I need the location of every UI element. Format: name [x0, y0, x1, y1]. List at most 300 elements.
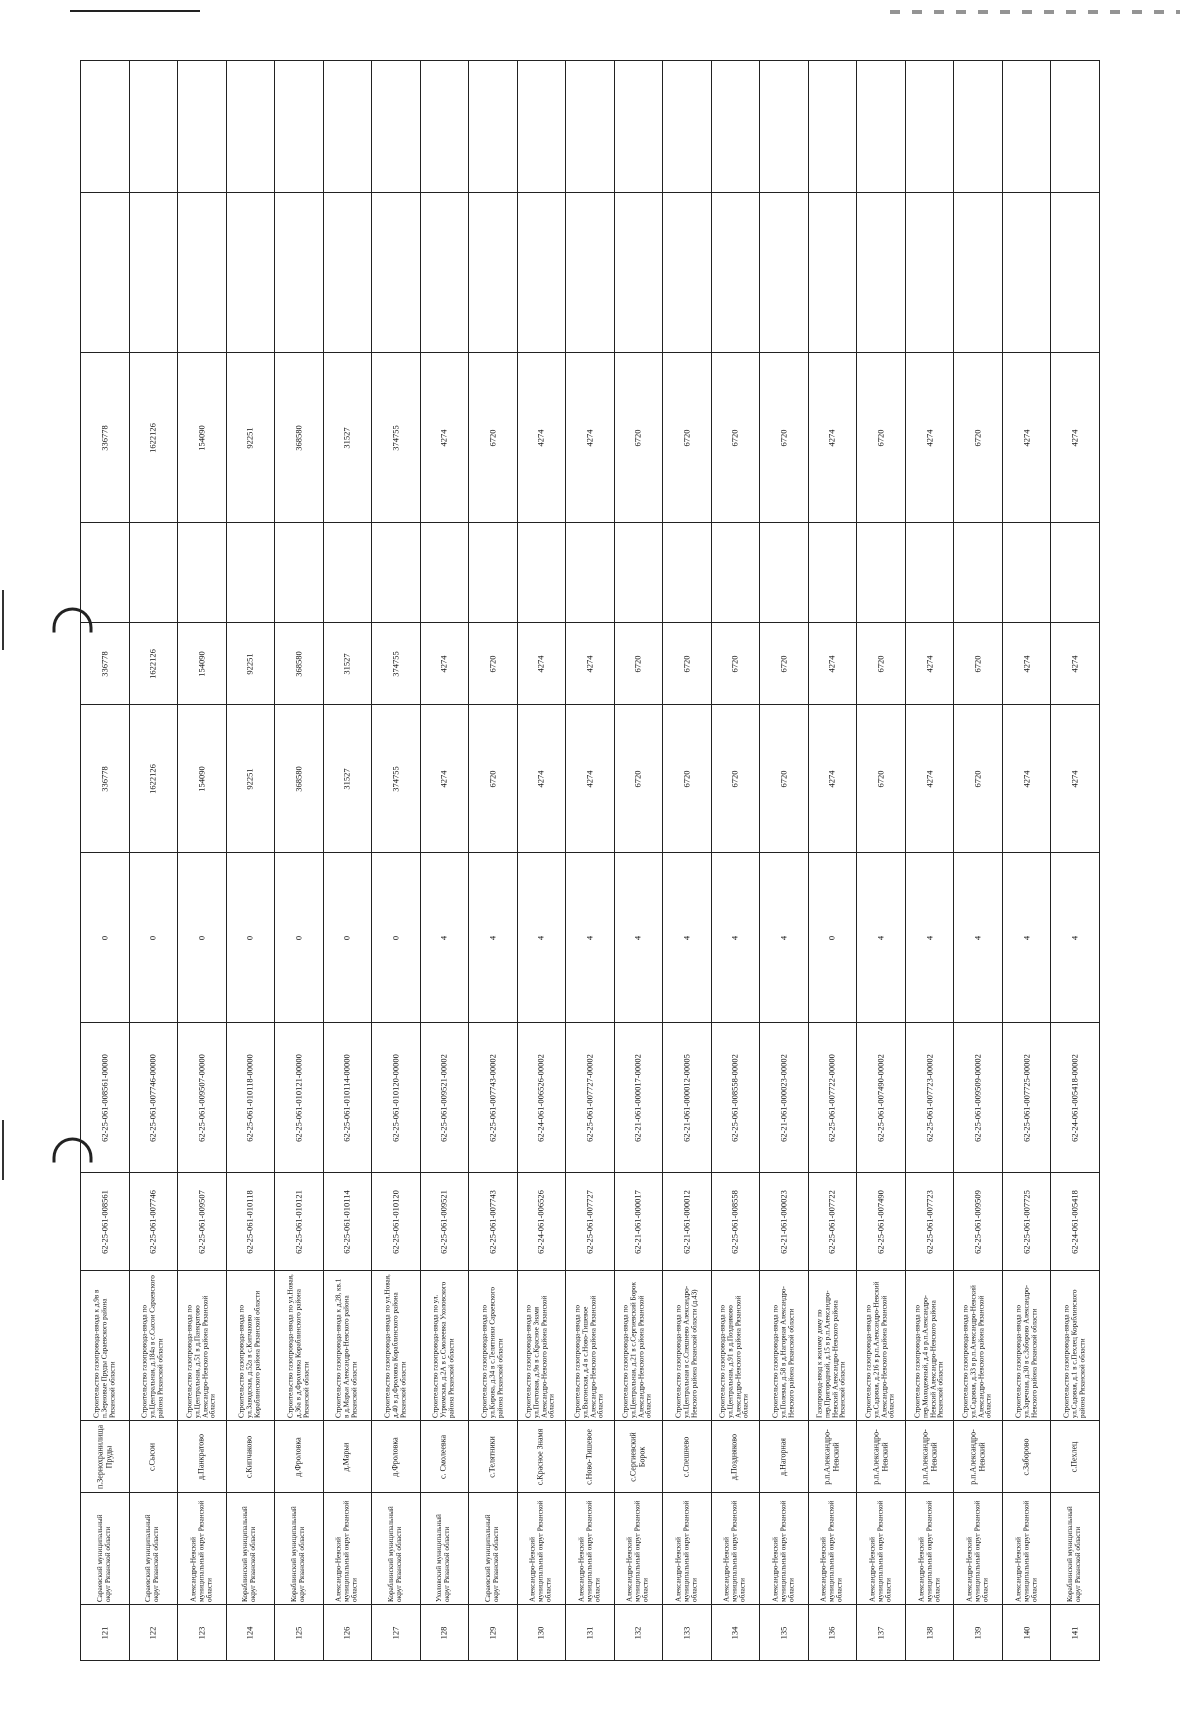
cell-full-code — [517, 1023, 566, 1173]
cell-locality — [663, 1421, 712, 1493]
description-text: Строительство газопровода-ввода по ул. Угрюмская, д.2А в с.Смолеевка Ухоловского района Рязанской области — [431, 1281, 456, 1418]
cell-value-2 — [711, 623, 760, 705]
district-text: Александро-Невский муниципальный округ Рязанской области — [916, 1500, 941, 1602]
cell-value-3 — [566, 523, 615, 623]
cell-value-2 — [226, 623, 275, 705]
cell-value-4 — [905, 353, 954, 523]
cell-description — [954, 1271, 1003, 1421]
description-text: Строительство газопровода-ввода по ул.Почтовая, д.9в в с.Красное Знамя Александро-Невского района Рязанской области — [524, 1295, 557, 1418]
cell-value-2 — [372, 623, 421, 705]
row-number-text: 129 — [487, 1626, 498, 1639]
cell-locality — [226, 1421, 275, 1493]
cell-value-2 — [808, 623, 857, 705]
cell-empty-1 — [420, 193, 469, 353]
full-code-text: 62-25-061-007725-00002 — [1020, 1053, 1031, 1142]
value-2-text: 6720 — [487, 655, 498, 672]
district-text: Александро-Невский муниципальный округ Рязанской области — [674, 1500, 698, 1602]
row-number-text: 132 — [632, 1626, 643, 1639]
value-2-text: 6720 — [729, 655, 740, 672]
district-text: Александро-Невский муниципальный округ Рязанской области — [189, 1500, 213, 1602]
value-2-text: 4274 — [584, 655, 595, 672]
full-code-text: 62-25-061-007490-00002 — [875, 1053, 886, 1142]
cell-empty-2 — [469, 61, 518, 193]
cell-code — [372, 1173, 421, 1271]
registry-table-container — [80, 60, 1100, 1660]
quantity-text: 0 — [341, 935, 352, 940]
cell-quantity — [711, 853, 760, 1023]
cell-row-number — [517, 1605, 566, 1661]
quantity-text: 4 — [681, 935, 692, 940]
cell-locality — [1002, 1421, 1051, 1493]
quantity-text: 0 — [99, 935, 110, 940]
cell-locality — [760, 1421, 809, 1493]
code-text: 62-25-061-007725 — [1020, 1189, 1031, 1254]
description-text: Строительство газопровода-ввода по пер.Молодежный, д.4 в р.п.Александро-Невский Александро-Невского района Рязанской области — [912, 1294, 945, 1418]
cell-row-number — [857, 1605, 906, 1661]
cell-empty-2 — [81, 61, 130, 193]
district-text: Александро-Невский муниципальный округ Рязанской области — [771, 1500, 795, 1602]
cell-quantity — [129, 853, 178, 1023]
cell-district — [129, 1493, 178, 1605]
cell-district — [275, 1493, 324, 1605]
locality-text: с.Спешнево — [681, 1436, 691, 1477]
cell-quantity — [517, 853, 566, 1023]
cell-full-code — [1051, 1023, 1100, 1173]
locality-text: с. Смолеевка — [439, 1434, 449, 1479]
cell-value-3 — [323, 523, 372, 623]
description-text: Строительство газопровода-ввода по ул.Кирова, д.34 в с.Телятники Сараевского района Рязанской области — [480, 1286, 504, 1418]
cell-value-4 — [663, 353, 712, 523]
cell-value-1 — [469, 705, 518, 853]
cell-description — [857, 1271, 906, 1421]
top-rule — [70, 10, 200, 12]
row-number-text: 131 — [584, 1626, 595, 1639]
cell-code — [1002, 1173, 1051, 1271]
cell-locality — [323, 1421, 372, 1493]
cell-full-code — [372, 1023, 421, 1173]
locality-text: с.Ново-Тишевое — [584, 1428, 594, 1485]
cell-row-number — [81, 1605, 130, 1661]
row-number-text: 124 — [244, 1626, 255, 1639]
full-code-text: 62-25-061-010114-00000 — [341, 1053, 352, 1142]
quantity-text: 4 — [1069, 935, 1080, 940]
cell-value-3 — [517, 523, 566, 623]
cell-locality — [178, 1421, 227, 1493]
value-2-text: 31527 — [341, 652, 352, 675]
cell-value-4 — [614, 353, 663, 523]
code-text: 62-25-061-007723 — [923, 1189, 934, 1254]
quantity-text: 4 — [535, 935, 546, 940]
description-text: Строительство газопровода-ввода по ул.Центральная, д.184а в с.Сысои Сараевского района Рязанской области — [140, 1274, 165, 1418]
cell-description — [663, 1271, 712, 1421]
cell-full-code — [663, 1023, 712, 1173]
cell-description — [469, 1271, 518, 1421]
cell-quantity — [954, 853, 1003, 1023]
cell-value-3 — [275, 523, 324, 623]
cell-quantity — [1051, 853, 1100, 1023]
locality-text: с.Пехлец — [1069, 1441, 1079, 1472]
code-text: 62-25-061-009509 — [972, 1189, 983, 1254]
cell-value-2 — [323, 623, 372, 705]
row-number-text: 123 — [196, 1626, 207, 1639]
value-1-text: 4274 — [584, 770, 595, 787]
cell-locality — [517, 1421, 566, 1493]
full-code-text: 62-25-061-010121-00000 — [293, 1053, 304, 1142]
code-text: 62-25-061-007727 — [584, 1189, 595, 1254]
value-4-text: 31527 — [341, 426, 352, 449]
cell-value-4 — [760, 353, 809, 523]
code-text: 62-24-061-006526 — [535, 1189, 546, 1254]
cell-full-code — [711, 1023, 760, 1173]
cell-value-2 — [81, 623, 130, 705]
field-row-value-1 — [81, 705, 1100, 853]
row-number-text: 122 — [147, 1626, 158, 1639]
district-text: Александро-Невский муниципальный округ Рязанской области — [528, 1500, 553, 1602]
value-4-text: 6720 — [632, 429, 643, 446]
cell-district — [81, 1493, 130, 1605]
cell-code — [517, 1173, 566, 1271]
cell-description — [323, 1271, 372, 1421]
cell-full-code — [905, 1023, 954, 1173]
field-row-description — [81, 1271, 1100, 1421]
cell-value-3 — [905, 523, 954, 623]
cell-full-code — [323, 1023, 372, 1173]
value-1-text: 374755 — [390, 765, 401, 792]
district-text: Сараевский муниципальный округ Рязанской области — [484, 1514, 500, 1602]
scan-edge-marks — [890, 10, 1180, 14]
row-number-text: 138 — [923, 1626, 934, 1639]
cell-locality — [81, 1421, 130, 1493]
cell-row-number — [372, 1605, 421, 1661]
cell-row-number — [226, 1605, 275, 1661]
cell-code — [857, 1173, 906, 1271]
cell-locality — [905, 1421, 954, 1493]
field-row-locality — [81, 1421, 1100, 1493]
cell-value-3 — [760, 523, 809, 623]
row-number-text: 126 — [341, 1626, 352, 1639]
full-code-text: 62-25-061-009507-00000 — [196, 1053, 207, 1142]
cell-code — [469, 1173, 518, 1271]
cell-value-2 — [760, 623, 809, 705]
cell-district — [566, 1493, 615, 1605]
locality-text: р.п.Александро-Невский — [871, 1428, 889, 1485]
cell-value-2 — [178, 623, 227, 705]
value-1-text: 6720 — [681, 770, 692, 787]
cell-full-code — [81, 1023, 130, 1173]
full-code-text: 62-25-061-010118-00000 — [244, 1053, 255, 1142]
field-row-code — [81, 1173, 1100, 1271]
cell-district — [178, 1493, 227, 1605]
cell-district — [323, 1493, 372, 1605]
registry-table — [80, 60, 1100, 1661]
cell-district — [857, 1493, 906, 1605]
cell-empty-1 — [566, 193, 615, 353]
quantity-text: 4 — [875, 935, 886, 940]
cell-value-1 — [566, 705, 615, 853]
description-text: Строительство газопровода-ввода по ул.Садовая, д.33 в р.п.Александро-Невский Александро-Невского района Рязанской области — [961, 1284, 993, 1418]
cell-row-number — [663, 1605, 712, 1661]
cell-value-1 — [275, 705, 324, 853]
cell-quantity — [614, 853, 663, 1023]
cell-locality — [372, 1421, 421, 1493]
cell-value-1 — [711, 705, 760, 853]
value-4-text: 4274 — [923, 429, 934, 446]
cell-row-number — [711, 1605, 760, 1661]
cell-description — [760, 1271, 809, 1421]
cell-description — [808, 1271, 857, 1421]
district-text: Александро-Невский муниципальный округ Рязанской области — [577, 1500, 601, 1602]
row-number-text: 141 — [1069, 1626, 1080, 1639]
code-text: 62-25-061-009507 — [196, 1189, 207, 1254]
code-text: 62-25-061-007722 — [826, 1189, 837, 1254]
value-2-text: 4274 — [923, 655, 934, 672]
cell-quantity — [760, 853, 809, 1023]
cell-value-1 — [857, 705, 906, 853]
district-text: Александро-Невский муниципальный округ Рязанской области — [625, 1500, 650, 1602]
value-1-text: 6720 — [778, 770, 789, 787]
value-2-text: 368580 — [293, 650, 304, 677]
cell-value-4 — [517, 353, 566, 523]
cell-quantity — [275, 853, 324, 1023]
value-4-text: 4274 — [826, 429, 837, 446]
cell-quantity — [469, 853, 518, 1023]
value-4-text: 92251 — [244, 426, 255, 449]
value-4-text: 368580 — [293, 424, 304, 451]
cell-full-code — [614, 1023, 663, 1173]
value-4-text: 4274 — [535, 429, 546, 446]
cell-full-code — [1002, 1023, 1051, 1173]
cell-row-number — [808, 1605, 857, 1661]
field-row-row-number — [81, 1605, 1100, 1661]
value-2-text: 6720 — [875, 655, 886, 672]
cell-district — [226, 1493, 275, 1605]
value-4-text: 336778 — [99, 424, 110, 451]
cell-row-number — [178, 1605, 227, 1661]
cell-code — [226, 1173, 275, 1271]
locality-text: д.Нагорная — [778, 1437, 788, 1476]
cell-value-3 — [178, 523, 227, 623]
cell-value-2 — [857, 623, 906, 705]
cell-full-code — [566, 1023, 615, 1173]
cell-code — [420, 1173, 469, 1271]
cell-quantity — [1002, 853, 1051, 1023]
row-number-text: 134 — [729, 1626, 740, 1639]
full-code-text: 62-25-061-007723-00002 — [923, 1053, 934, 1142]
cell-empty-1 — [760, 193, 809, 353]
cell-code — [614, 1173, 663, 1271]
cell-full-code — [760, 1023, 809, 1173]
full-code-text: 62-25-061-007746-00000 — [147, 1053, 158, 1142]
cell-full-code — [275, 1023, 324, 1173]
row-number-text: 137 — [875, 1626, 886, 1639]
cell-value-4 — [566, 353, 615, 523]
description-text: Строительство газопровода-ввода к д.9в в п.Зерновые Пруды Сараевского района Рязанской области — [92, 1289, 116, 1418]
locality-text: д.Панкратово — [196, 1433, 206, 1480]
quantity-text: 4 — [438, 935, 449, 940]
value-4-text: 4274 — [1069, 429, 1080, 446]
cell-description — [614, 1271, 663, 1421]
cell-empty-1 — [517, 193, 566, 353]
description-text: Строительство газопровода-ввода по ул.Садовая, д.1 в с.Пехлец Кораблинского района Рязанской области — [1062, 1289, 1087, 1418]
value-1-text: 6720 — [972, 770, 983, 787]
locality-text: р.п.Александро-Невский — [822, 1428, 841, 1485]
district-text: Александро-Невский муниципальный округ Рязанской области — [722, 1500, 747, 1602]
locality-text: р.п.Александро-Невский — [968, 1428, 987, 1485]
cell-code — [566, 1173, 615, 1271]
description-text: Строительство газопровода-ввода по ул.Полевая, д.58 в д.Нагорная Александро-Невского района Рязанской области — [771, 1285, 795, 1418]
cell-value-4 — [420, 353, 469, 523]
cell-full-code — [420, 1023, 469, 1173]
district-text: Сараевский муниципальный округ Рязанской области — [144, 1514, 161, 1602]
locality-text: д.Фроловка — [390, 1436, 400, 1477]
field-row-value-4 — [81, 353, 1100, 523]
cell-value-2 — [275, 623, 324, 705]
cell-empty-2 — [905, 61, 954, 193]
code-text: 62-25-061-008561 — [99, 1189, 110, 1254]
quantity-text: 0 — [147, 935, 158, 940]
value-4-text: 6720 — [972, 429, 983, 446]
cell-value-2 — [517, 623, 566, 705]
cell-empty-2 — [614, 61, 663, 193]
field-row-empty-2 — [81, 61, 1100, 193]
cell-value-1 — [808, 705, 857, 853]
cell-empty-1 — [469, 193, 518, 353]
cell-row-number — [275, 1605, 324, 1661]
district-text: Александро-Невский муниципальный округ Рязанской области — [965, 1500, 989, 1602]
row-number-text: 127 — [390, 1626, 401, 1639]
cell-row-number — [1002, 1605, 1051, 1661]
value-4-text: 374755 — [390, 424, 401, 451]
value-4-text: 4274 — [584, 429, 595, 446]
full-code-text: 62-25-061-007727-00002 — [584, 1053, 595, 1142]
row-number-text: 136 — [826, 1626, 837, 1639]
cell-locality — [954, 1421, 1003, 1493]
code-text: 62-25-061-010121 — [293, 1189, 304, 1254]
cell-district — [469, 1493, 518, 1605]
value-1-text: 92251 — [244, 767, 255, 790]
value-2-text: 154090 — [196, 650, 207, 677]
row-number-text: 135 — [778, 1626, 789, 1639]
cell-value-1 — [372, 705, 421, 853]
cell-row-number — [614, 1605, 663, 1661]
quantity-text: 0 — [826, 935, 837, 940]
value-1-text: 336778 — [99, 765, 110, 792]
district-text: Александро-Невский муниципальный округ Рязанской области — [1013, 1500, 1038, 1602]
cell-description — [711, 1271, 760, 1421]
value-2-text: 1622126 — [147, 648, 158, 679]
description-text: Строительство газопровода-ввода по ул.Новая, д.36а в д.Фроловка Кораблинского района Рязанской области — [286, 1273, 310, 1418]
value-2-text: 4274 — [1020, 655, 1031, 672]
cell-value-2 — [1002, 623, 1051, 705]
cell-quantity — [808, 853, 857, 1023]
field-row-value-3 — [81, 523, 1100, 623]
scan-edge-mark — [2, 1120, 4, 1180]
cell-empty-2 — [226, 61, 275, 193]
cell-full-code — [129, 1023, 178, 1173]
cell-code — [81, 1173, 130, 1271]
cell-empty-2 — [760, 61, 809, 193]
cell-row-number — [760, 1605, 809, 1661]
value-1-text: 4274 — [923, 770, 934, 787]
cell-code — [905, 1173, 954, 1271]
cell-code — [711, 1173, 760, 1271]
cell-quantity — [566, 853, 615, 1023]
cell-empty-2 — [857, 61, 906, 193]
quantity-text: 4 — [584, 935, 595, 940]
quantity-text: 4 — [972, 935, 983, 940]
cell-value-3 — [663, 523, 712, 623]
code-text: 62-25-061-010118 — [244, 1189, 255, 1254]
cell-description — [905, 1271, 954, 1421]
description-text: Строительство газопровода-ввода по ул.Центральная, д.51 в д.Панкратово Александро-Невского района Рязанской области — [185, 1295, 217, 1418]
code-text: 62-25-061-008558 — [729, 1189, 740, 1254]
cell-value-3 — [372, 523, 421, 623]
value-1-text: 4274 — [1020, 770, 1031, 787]
cell-code — [275, 1173, 324, 1271]
cell-code — [808, 1173, 857, 1271]
cell-description — [226, 1271, 275, 1421]
full-code-text: 62-24-061-005418-00002 — [1069, 1053, 1080, 1142]
cell-full-code — [808, 1023, 857, 1173]
cell-value-3 — [129, 523, 178, 623]
district-text: Кораблинский муниципальный округ Рязанской области — [290, 1505, 306, 1602]
locality-text: д.Фроловка — [293, 1436, 303, 1477]
quantity-text: 0 — [390, 935, 401, 940]
value-4-text: 6720 — [875, 429, 886, 446]
quantity-text: 4 — [487, 935, 498, 940]
cell-value-1 — [517, 705, 566, 853]
locality-text: с.Красное Знамя — [536, 1428, 546, 1485]
value-2-text: 374755 — [390, 650, 401, 677]
cell-empty-2 — [1002, 61, 1051, 193]
cell-locality — [129, 1421, 178, 1493]
cell-value-2 — [905, 623, 954, 705]
locality-text: д.Марьи — [342, 1442, 352, 1471]
cell-empty-2 — [566, 61, 615, 193]
value-1-text: 4274 — [826, 770, 837, 787]
code-text: 62-24-061-005418 — [1069, 1189, 1080, 1254]
cell-full-code — [954, 1023, 1003, 1173]
district-text: Кораблинский муниципальный округ Рязанской области — [387, 1505, 403, 1602]
district-text: Кораблинский муниципальный округ Рязанской области — [241, 1505, 258, 1602]
quantity-text: 0 — [196, 935, 207, 940]
full-code-text: 62-21-061-000023-00002 — [778, 1053, 789, 1142]
cell-empty-2 — [420, 61, 469, 193]
cell-description — [275, 1271, 324, 1421]
description-text: Строительство газопровода-ввода по ул.Заречная, д.30 в с.Заборово Александро-Невского района Рязанской области — [1013, 1284, 1038, 1418]
cell-locality — [566, 1421, 615, 1493]
cell-value-3 — [469, 523, 518, 623]
cell-district — [614, 1493, 663, 1605]
cell-row-number — [420, 1605, 469, 1661]
row-number-text: 121 — [99, 1626, 110, 1639]
cell-value-1 — [226, 705, 275, 853]
value-2-text: 92251 — [244, 652, 255, 675]
cell-value-4 — [81, 353, 130, 523]
value-2-text: 6720 — [778, 655, 789, 672]
field-row-district — [81, 1493, 1100, 1605]
cell-full-code — [469, 1023, 518, 1173]
district-text: Александро-Невский муниципальный округ Рязанской области — [819, 1500, 844, 1602]
cell-code — [663, 1173, 712, 1271]
full-code-text: 62-25-061-007722-00000 — [826, 1053, 837, 1142]
locality-text: с.Заборово — [1021, 1438, 1031, 1475]
value-2-text: 4274 — [535, 655, 546, 672]
cell-code — [760, 1173, 809, 1271]
cell-quantity — [81, 853, 130, 1023]
value-1-text: 6720 — [487, 770, 498, 787]
code-text: 62-25-061-010120 — [390, 1189, 401, 1254]
